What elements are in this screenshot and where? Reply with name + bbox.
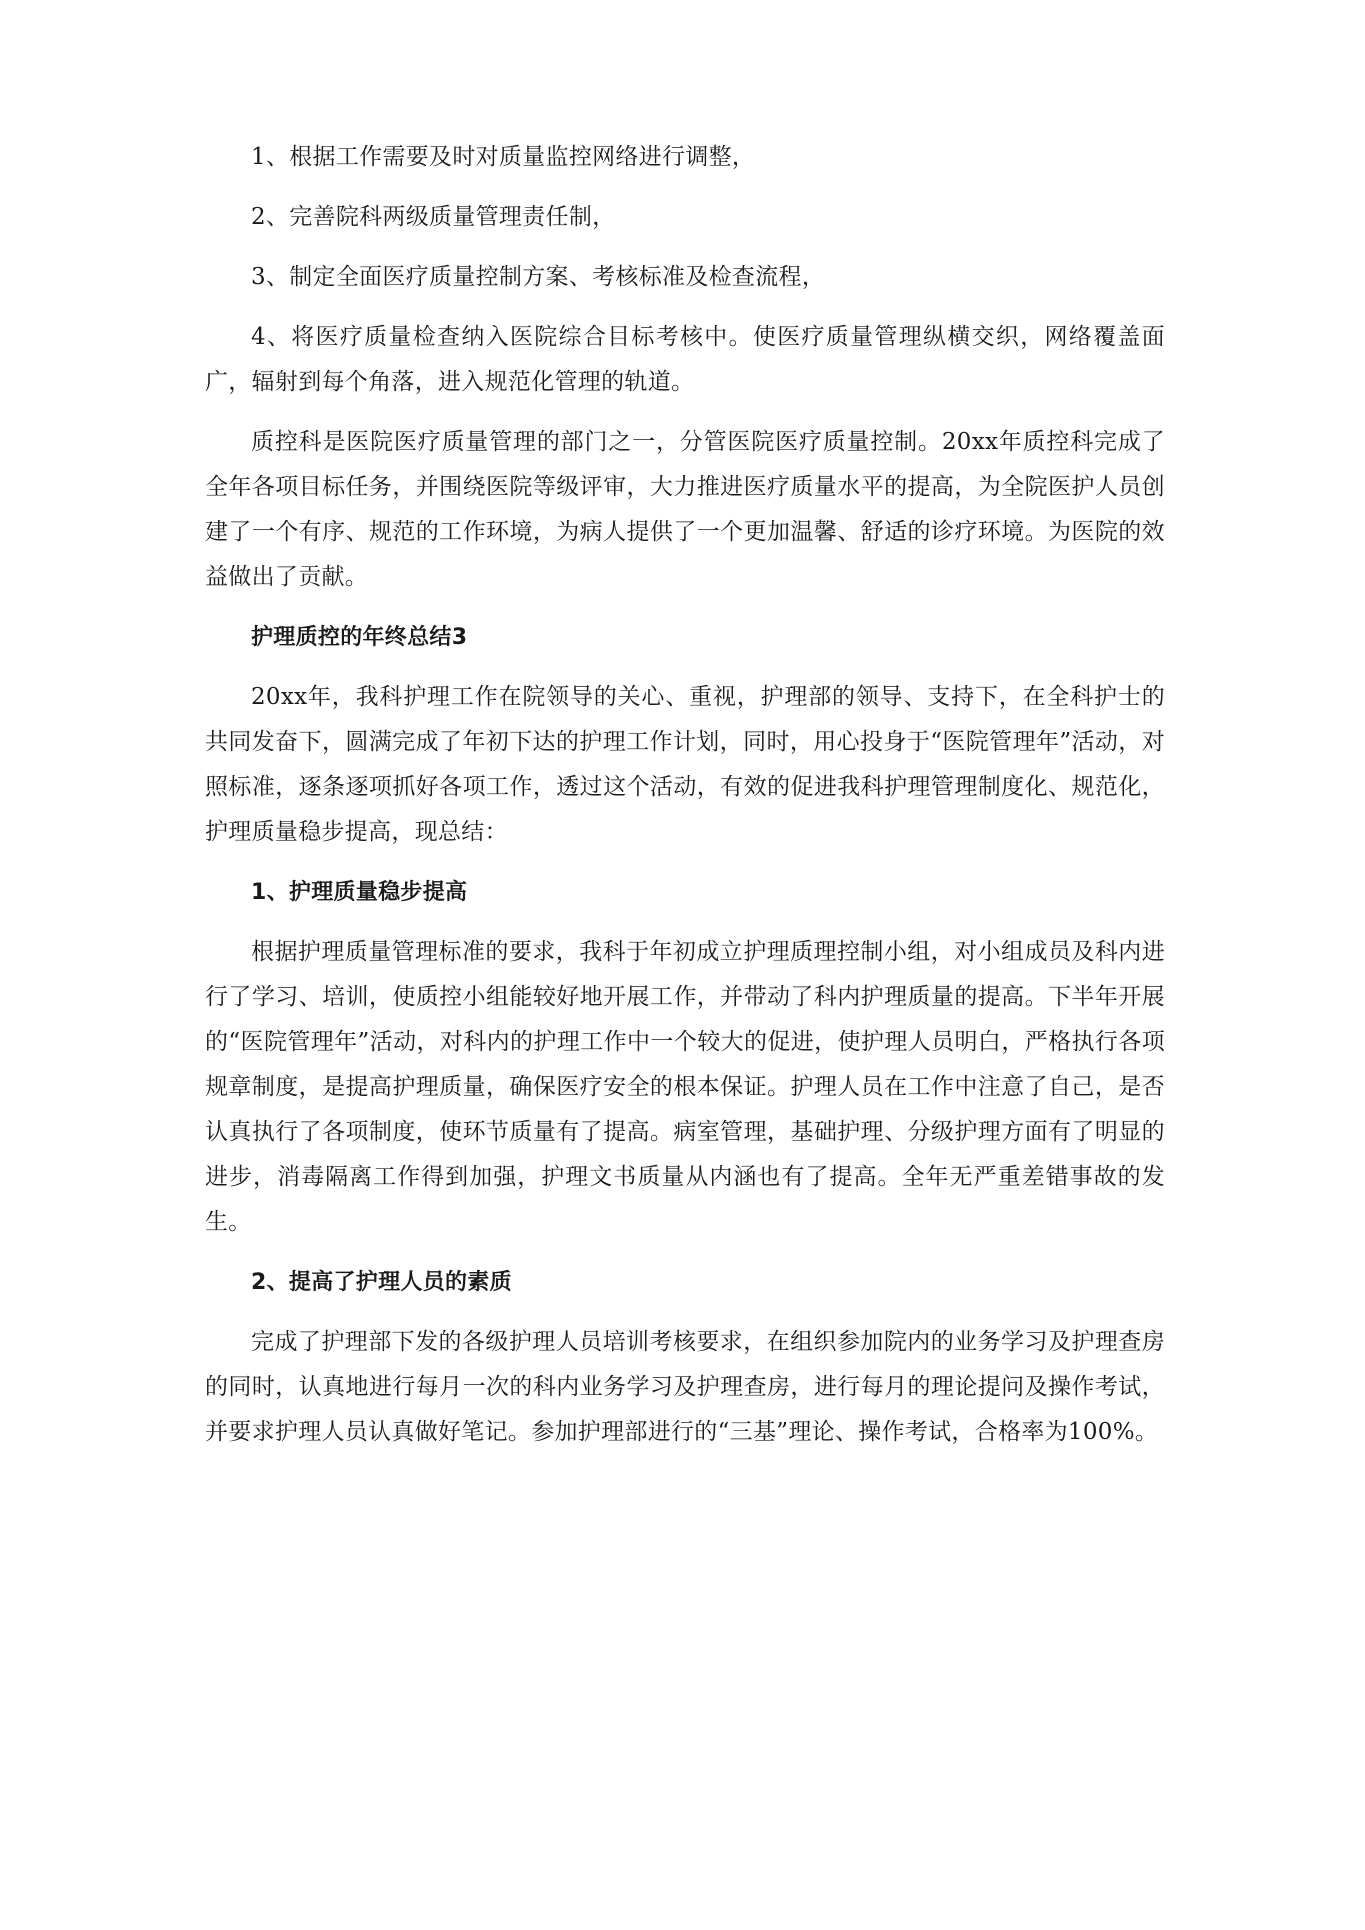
list-item-1: 1、根据工作需要及时对质量监控网络进行调整， (251, 144, 756, 170)
section-heading-summary-3: 护理质控的年终总结3 (251, 625, 468, 650)
list-item-3: 3、制定全面医疗质量控制方案、考核标准及检查流程， (251, 264, 826, 290)
paragraph-quality-improvement: 根据护理质量管理标准的要求，我科于年初成立护理质理控制小组，对小组成员及科内进行了学习、培训，使质控小组能较好地开展工作，并带动了科内护理质量的提高。下半年开展的“医院管理年”活动，对科内的护理工作中一个较大的促进，使护理人员明白，严格执行各项规章制度，是提高护理质量，确保医疗安全的根本保证。护理人员在工作中注意了自己，是否认真执行了各项制度，使环节质量有了提高。病室管理，基础护理、分级护理方面有了明显的进步，消毒隔离工作得到加强，护理文书质量从内涵也有了提高。全年无严重差错事故的发生。 (205, 939, 1165, 1235)
list-item-2: 2、完善院科两级质量管理责任制， (251, 204, 616, 230)
paragraph-intro: 20xx年，我科护理工作在院领导的关心、重视，护理部的领导、支持下，在全科护士的共同发奋下，圆满完成了年初下达的护理工作计划，同时，用心投身于“医院管理年”活动，对照标准，逐条逐项抓好各项工作，透过这个活动，有效的促进我科护理管理制度化、规范化，护理质量稳步提高，现总结： (205, 684, 1165, 845)
subheading-quality-improvement: 1、护理质量稳步提高 (251, 880, 468, 905)
document-body (205, 135, 1165, 1455)
list-item-4: 4、将医疗质量检查纳入医院综合目标考核中。使医疗质量管理纵横交织，网络覆盖面广，辐射到每个角落，进入规范化管理的轨道。 (205, 324, 1165, 395)
paragraph-staff-quality: 完成了护理部下发的各级护理人员培训考核要求，在组织参加院内的业务学习及护理查房的同时，认真地进行每月一次的科内业务学习及护理查房，进行每月的理论提问及操作考试，并要求护理人员认真做好笔记。参加护理部进行的“三基”理论、操作考试，合格率为100%。 (205, 1329, 1165, 1445)
paragraph-quality-dept: 质控科是医院医疗质量管理的部门之一，分管医院医疗质量控制。20xx年质控科完成了全年各项目标任务，并围绕医院等级评审，大力推进医疗质量水平的提高，为全院医护人员创建了一个有序、规范的工作环境，为病人提供了一个更加温馨、舒适的诊疗环境。为医院的效益做出了贡献。 (205, 429, 1165, 590)
subheading-staff-quality: 2、提高了护理人员的素质 (251, 1270, 512, 1295)
